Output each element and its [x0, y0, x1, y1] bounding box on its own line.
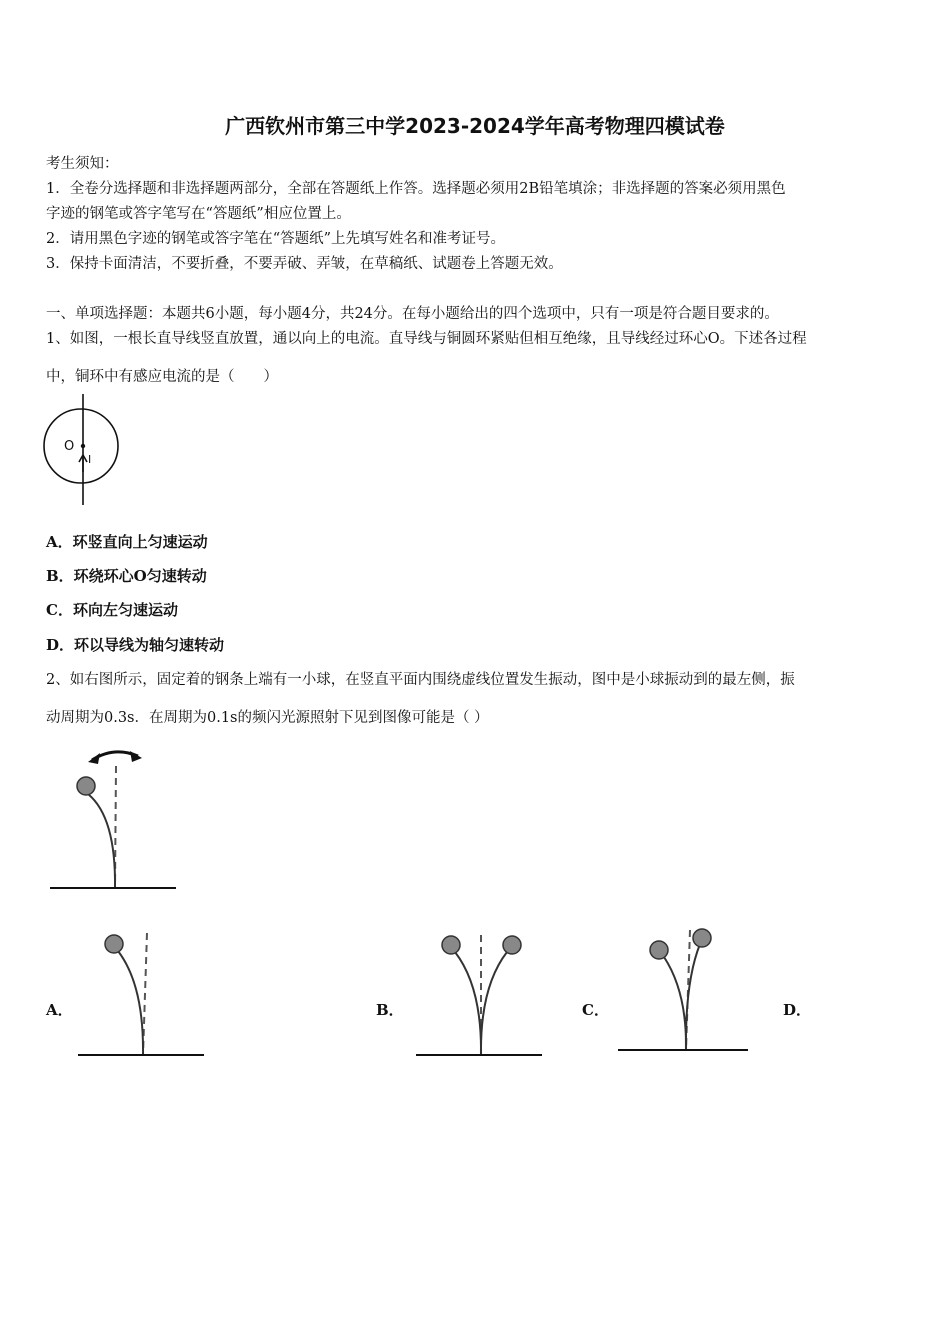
- q1-option-c[interactable]: C．环向左匀速运动: [46, 601, 178, 619]
- q1-option-a[interactable]: A．环竖直向上匀速运动: [46, 533, 208, 551]
- notice-item-1-cont: 字迹的钢笔或答字笔写在“答题纸”相应位置上。: [46, 206, 351, 222]
- q2-option-b-figure: [414, 925, 544, 1060]
- current-label: I: [88, 453, 92, 466]
- swing-arrowhead-right: [130, 751, 142, 762]
- steel-strip-right: [481, 952, 507, 1055]
- q2-option-c[interactable]: C．: [582, 1001, 609, 1019]
- steel-strip-left: [455, 952, 481, 1055]
- notice-heading: 考生须知：: [46, 156, 119, 172]
- steel-strip-left: [664, 957, 686, 1050]
- small-ball-right: [503, 936, 521, 954]
- notice-item-1: 1．全卷分选择题和非选择题两部分，全部在答题纸上作答。选择题必须用2B铅笔填涂；非选择题的答案必须用黑色: [46, 181, 786, 197]
- q1-option-d[interactable]: D．环以导线为轴匀速转动: [46, 636, 225, 654]
- section1-heading: 一、单项选择题：本题共6小题，每小题4分，共24分。在每小题给出的四个选项中，只有一项是符合题目要求的。: [46, 306, 779, 322]
- small-ball-left: [650, 941, 668, 959]
- q2-stem-line1: 2、如右图所示，固定着的钢条上端有一小球，在竖直平面内围绕虚线位置发生振动，图中是小球振动到的最左侧，振: [46, 672, 795, 688]
- page-title: 广西钦州市第三中学2023-2024学年高考物理四模试卷: [225, 114, 725, 138]
- notice-item-2: 2．请用黑色字迹的钢笔或答字笔在“答题纸”上先填写姓名和准考证号。: [46, 231, 506, 247]
- q1-stem-line2: 中，铜环中有感应电流的是（ ）: [46, 369, 278, 385]
- q2-option-a-figure: [76, 925, 206, 1060]
- q2-option-b[interactable]: B．: [376, 1001, 404, 1019]
- q2-option-d[interactable]: D．: [783, 1001, 812, 1019]
- ring-center-label: O: [64, 439, 75, 454]
- ring-center-dot: [81, 444, 85, 448]
- q2-reference-figure: [48, 742, 178, 892]
- notice-item-3: 3．保持卡面清洁，不要折叠，不要弄破、弄皱，在草稿纸、试题卷上答题无效。: [46, 256, 563, 272]
- q2-stem-line2: 动周期为0.3s．在周期为0.1s的频闪光源照射下见到图像可能是（ ）: [46, 710, 489, 726]
- q1-option-b[interactable]: B．环绕环心O匀速转动: [46, 567, 207, 585]
- q1-ring-wire-figure: [40, 392, 125, 507]
- small-ball: [77, 777, 95, 795]
- small-ball-left: [442, 936, 460, 954]
- steel-strip: [88, 794, 115, 888]
- steel-strip: [118, 951, 143, 1055]
- q1-stem-line1: 1、如图，一根长直导线竖直放置，通以向上的电流。直导线与铜圆环紧贴但相互绝缘，且导线经过环心O。下述各过程: [46, 331, 807, 347]
- small-ball-right: [693, 929, 711, 947]
- q2-option-a[interactable]: A．: [46, 1001, 73, 1019]
- small-ball: [105, 935, 123, 953]
- swing-arrowhead-left: [88, 753, 100, 764]
- q2-option-c-figure: [616, 922, 751, 1057]
